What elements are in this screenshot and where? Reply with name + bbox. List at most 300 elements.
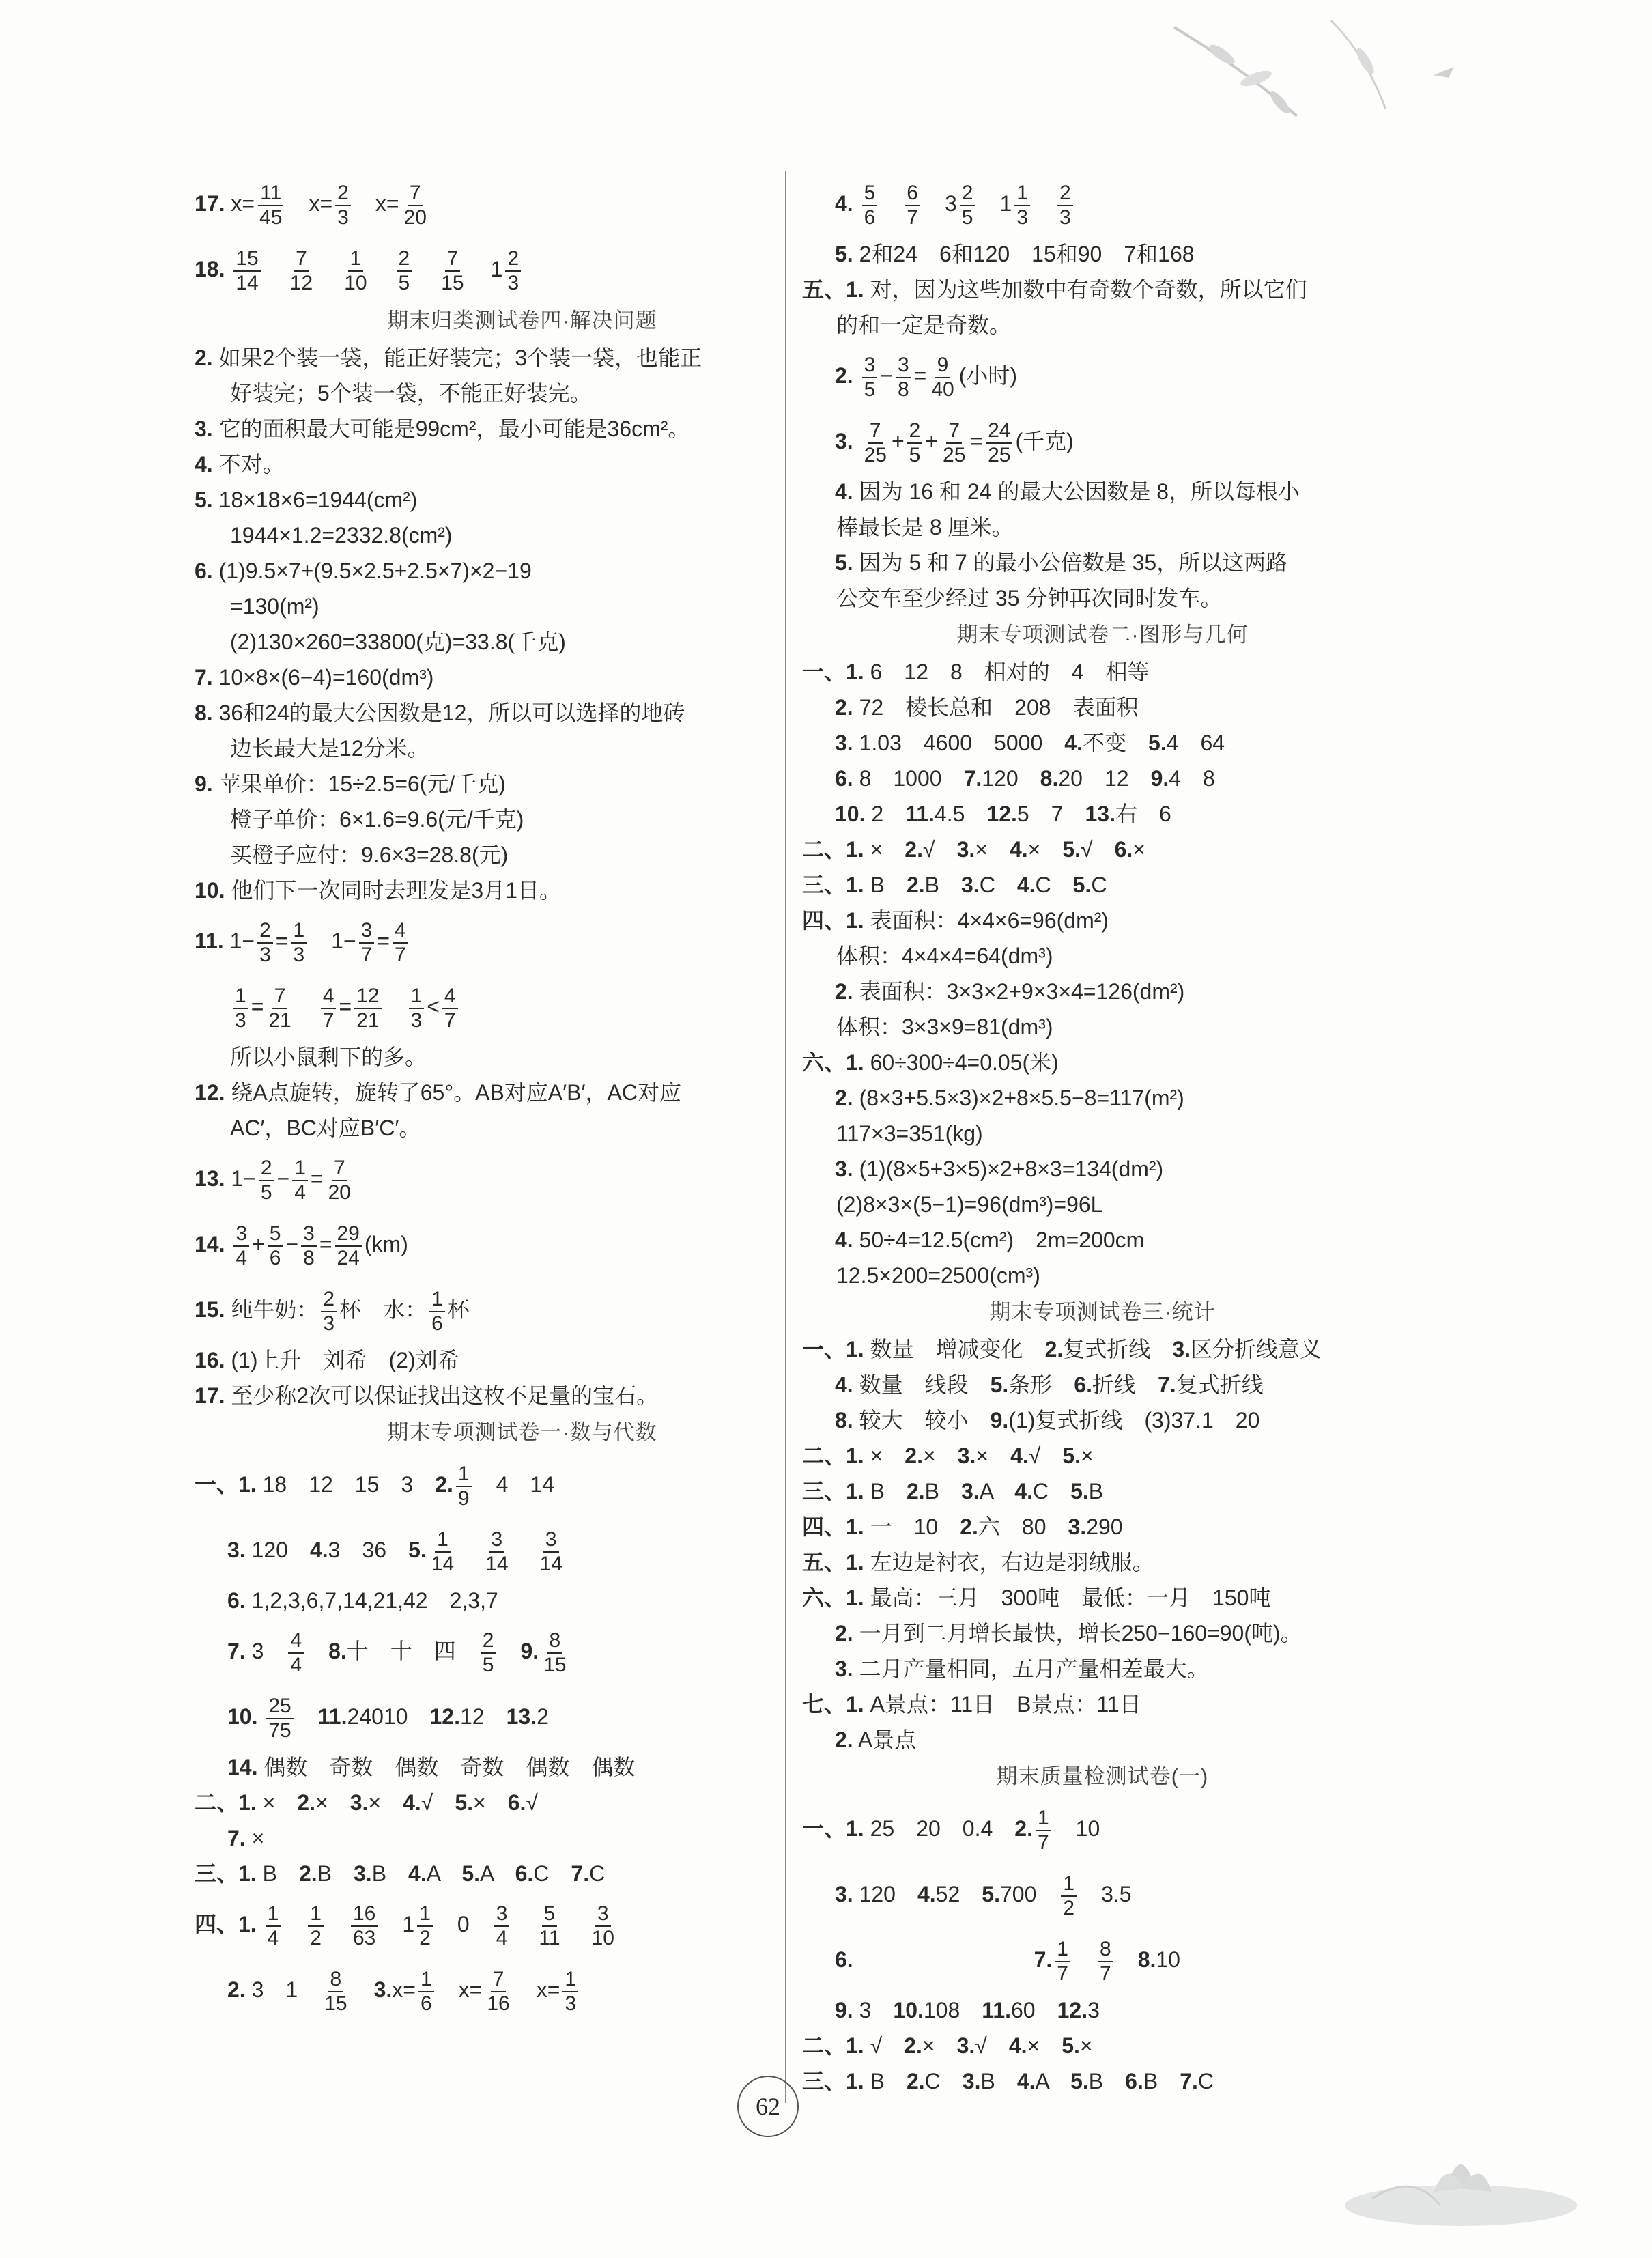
fraction [257, 919, 273, 967]
fraction-denominator: 16 [487, 1992, 510, 2015]
fraction-denominator: 15 [543, 1653, 567, 1676]
fraction [505, 247, 521, 295]
answer-line [802, 1045, 1403, 1080]
fraction-denominator: 15 [441, 271, 464, 294]
fraction [538, 1528, 565, 1576]
answer-text: 36和24的最大公因数是12，所以可以选择的地砖 [218, 701, 685, 725]
fraction [259, 1157, 274, 1204]
question-number: 10. [195, 878, 225, 903]
question-number: 五、1. [802, 1550, 864, 1575]
answer-text: (千克) [1015, 429, 1074, 453]
answer-text: B [1088, 1479, 1104, 1504]
answer-text: = [275, 929, 289, 953]
answer-line [802, 1222, 1403, 1258]
question-number: 9. [990, 1408, 1009, 1433]
fraction [308, 1902, 324, 1950]
answer-text: 折线 [1092, 1372, 1158, 1397]
answer-text: (1)(8×5+3×5)×2+8×3=134(dm²) [859, 1157, 1164, 1181]
fraction [481, 1629, 496, 1677]
answer-text: B [870, 873, 907, 897]
branch-decoration [1160, 14, 1515, 150]
answer-text: + [925, 429, 939, 453]
fraction [907, 419, 923, 467]
answer-text: (1)复式折线 (3)37.1 20 [1008, 1408, 1260, 1433]
fraction-numerator: 1 [418, 1968, 434, 1992]
fraction [494, 1902, 510, 1950]
fraction-numerator: 4 [393, 919, 408, 944]
fraction [257, 182, 284, 229]
question-number: 3. [1172, 1337, 1191, 1361]
answer-text: B [317, 1861, 354, 1886]
answer-line [195, 873, 850, 908]
answer-text: × [315, 1790, 350, 1815]
fraction-numerator: 4 [288, 1629, 304, 1654]
question-number: 2. [906, 873, 925, 897]
answer-text: 3 36 [328, 1538, 409, 1562]
answer-text: x= [514, 1977, 560, 2002]
answer-text: 2和24 6和120 15和90 7和168 [859, 242, 1195, 266]
question-number: 12. [195, 1080, 225, 1105]
question-number: 2. [1044, 1337, 1064, 1361]
question-number: 2. [195, 345, 213, 370]
answer-line [195, 908, 850, 974]
fraction-denominator: 3 [565, 1992, 577, 2015]
answer-text: (8×3+5.5×3)×2+8×5.5−8=117(m²) [859, 1086, 1184, 1110]
answer-line [802, 509, 1403, 545]
answer-text: 52 [935, 1882, 982, 1906]
fraction [960, 182, 975, 229]
fraction-denominator: 7 [1037, 1831, 1049, 1854]
answer-line [802, 1116, 1403, 1151]
fraction-numerator: 3 [862, 354, 878, 378]
answer-text: 3 [859, 1998, 894, 2022]
fraction-numerator: 7 [408, 182, 423, 206]
fraction [409, 985, 425, 1032]
answer-text: B [262, 1861, 299, 1886]
answer-text: = [319, 1232, 332, 1256]
answer-text [307, 1639, 328, 1663]
fraction-denominator: 5 [398, 271, 410, 294]
fraction [266, 1695, 293, 1742]
fraction [1098, 1938, 1113, 1986]
answer-text: (1)9.5×7+(9.5×2.5+2.5×7)×2−19 [218, 559, 532, 583]
answer-text: 偶数 奇数 偶数 奇数 偶数 偶数 [264, 1755, 636, 1779]
fraction-numerator: 9 [935, 354, 951, 378]
answer-line [195, 1856, 850, 1891]
question-number: 4. [309, 1538, 328, 1562]
fraction-numerator: 7 [868, 419, 883, 444]
answer-line [195, 837, 850, 873]
question-number: 3. [835, 731, 853, 755]
answer-text: 橙子单价：6×1.6=9.6(元/千克) [230, 807, 524, 832]
fraction [397, 247, 412, 295]
fraction-numerator: 4 [321, 985, 337, 1009]
answer-text: 右 6 [1115, 802, 1171, 826]
answer-text: (小时) [958, 363, 1018, 388]
fraction-denominator: 3 [293, 943, 305, 966]
answer-line [802, 236, 1403, 272]
fraction [905, 182, 920, 229]
fraction-denominator: 4 [496, 1926, 508, 1949]
answer-line [195, 236, 850, 302]
fraction-denominator: 40 [931, 378, 954, 401]
fraction-denominator: 3 [507, 271, 519, 294]
fraction [1036, 1807, 1051, 1854]
fraction [442, 985, 458, 1032]
answer-line [802, 408, 1403, 474]
fraction-denominator: 10 [344, 271, 367, 294]
question-number: 6. [835, 766, 853, 791]
answer-text: 4 8 [1169, 766, 1215, 791]
fraction-denominator: 7 [360, 943, 373, 966]
fraction-denominator: 7 [907, 206, 918, 229]
answer-line [802, 1651, 1403, 1687]
answer-text: C [1197, 2069, 1214, 2093]
answer-text: x= [353, 191, 399, 216]
fraction-numerator: 2 [397, 247, 412, 272]
answer-text: 体积：4×4×4=64(dm³) [836, 944, 1053, 968]
answer-text: × [870, 1443, 905, 1468]
fraction-numerator: 2 [505, 247, 521, 272]
question-number: 7. [963, 766, 982, 791]
answer-text: 60÷300÷4=0.05(米) [870, 1050, 1059, 1075]
fraction [266, 1902, 281, 1950]
fraction-denominator: 6 [431, 1312, 443, 1335]
answer-line [195, 1517, 850, 1583]
fraction-numerator: 16 [351, 1902, 378, 1927]
answer-text: 因为 16 和 24 的最大公因数是 8，所以每根小 [859, 479, 1300, 504]
fraction-numerator: 3 [543, 1528, 559, 1553]
question-number: 3. [195, 417, 213, 441]
answer-line [802, 690, 1403, 725]
answer-text: 的和一定是奇数。 [836, 313, 1012, 337]
answer-text: C [589, 1861, 606, 1886]
question-number: 五、1. [802, 277, 864, 302]
question-number: 6. [195, 559, 213, 583]
question-number: 4. [917, 1882, 936, 1906]
answer-text: < [427, 994, 440, 1019]
answer-line [195, 1342, 850, 1378]
question-number: 17. [195, 1383, 225, 1408]
answer-text: x= [392, 1977, 416, 2002]
section-heading: 期末归类测试卷四·解决问题 [387, 309, 657, 333]
fraction [986, 419, 1012, 467]
question-number: 6. [1074, 1372, 1092, 1397]
answer-line [195, 1211, 850, 1277]
question-number: 11. [195, 929, 224, 953]
fraction-numerator: 12 [354, 985, 381, 1009]
question-number: 2. [298, 1861, 317, 1886]
fraction-numerator: 7 [946, 419, 962, 444]
answer-text: 6 12 8 相对的 4 相等 [870, 660, 1150, 684]
answer-line [195, 589, 850, 624]
answer-line [802, 171, 1403, 236]
question-number: 9. [195, 772, 213, 796]
answer-line [195, 1039, 850, 1075]
fraction-numerator: 7 [332, 1157, 347, 1181]
answer-text: 1− [231, 1166, 256, 1191]
answer-line [195, 1583, 850, 1618]
question-number: 11. [317, 1704, 347, 1729]
answer-text: (2)8×3×(5−1)=96(dm³)=96L [836, 1192, 1103, 1217]
question-number: 8. [1137, 1947, 1156, 1972]
answer-line [802, 1331, 1403, 1367]
answer-text: − [880, 363, 893, 388]
fraction-denominator: 14 [236, 271, 259, 294]
fraction-denominator: 15 [324, 1992, 347, 2015]
question-number: 5. [461, 1861, 481, 1886]
fraction-numerator: 29 [335, 1222, 362, 1247]
question-number: 4. [1016, 873, 1036, 897]
answer-text: B [1143, 2069, 1180, 2093]
fraction [335, 182, 351, 229]
answer-text: 10 [1053, 1816, 1100, 1841]
fraction-denominator: 5 [482, 1653, 494, 1676]
fraction [590, 1902, 616, 1950]
fraction-denominator: 7 [1099, 1962, 1111, 1985]
answer-line [802, 343, 1403, 408]
fraction-denominator: 5 [260, 1181, 272, 1204]
answer-text: 好装完；5个装一袋，不能正好装完。 [230, 381, 592, 406]
answer-line [195, 447, 850, 482]
fraction-denominator: 2 [419, 1926, 431, 1949]
answer-text: 纯牛奶： [231, 1297, 319, 1322]
answer-text: (km) [364, 1232, 408, 1256]
fraction-denominator: 11 [539, 1926, 560, 1949]
answer-text: 4 64 [1166, 731, 1225, 755]
fraction-denominator: 25 [988, 443, 1011, 466]
question-number: 5. [982, 1882, 1000, 1906]
question-number: 3. [835, 1157, 853, 1181]
fraction [896, 354, 911, 401]
question-number: 11. [905, 802, 935, 826]
answer-text: 十 十 四 [346, 1639, 478, 1663]
question-number: 5. [1070, 2069, 1089, 2093]
fraction-numerator: 25 [266, 1695, 293, 1719]
question-number: 4. [1064, 731, 1083, 755]
answer-line [802, 725, 1403, 761]
question-number: 14. [227, 1755, 258, 1779]
answer-text: B [870, 1479, 907, 1504]
answer-line [195, 482, 850, 518]
flower-decoration [1331, 2103, 1591, 2240]
answer-text: × [922, 1443, 958, 1468]
question-number: 2. [835, 979, 853, 1004]
answer-text: 18×18×6=1944(cm²) [218, 488, 418, 512]
question-number: 4. [1014, 1479, 1033, 1504]
answer-text: 不变 [1082, 731, 1148, 755]
fraction-denominator: 20 [403, 206, 427, 229]
fraction-numerator: 1 [456, 1463, 472, 1487]
fraction-denominator: 3 [1059, 206, 1071, 229]
answer-text [498, 1639, 520, 1663]
answer-line [802, 1258, 1403, 1293]
question-number: 8. [195, 701, 213, 725]
question-number: 6. [515, 1861, 534, 1886]
fraction-denominator: 3 [1016, 206, 1028, 229]
answer-text [372, 257, 394, 281]
answer-text: 25 20 0.4 [870, 1816, 1015, 1841]
answer-text: C [1035, 873, 1073, 897]
question-number: 5. [1062, 2033, 1080, 2058]
answer-line [802, 1151, 1403, 1187]
question-number: 2. [227, 1977, 246, 2002]
fraction [233, 985, 248, 1032]
question-number: 二、1. [802, 837, 864, 862]
section-heading: 期末质量检测试卷(一) [996, 1764, 1209, 1788]
question-number: 2. [904, 2033, 922, 2058]
answer-text: = [339, 994, 352, 1019]
answer-text [264, 257, 285, 281]
question-number: 2. [906, 1479, 925, 1504]
question-number: 六、1. [802, 1050, 864, 1075]
answer-text: 3 [251, 1639, 286, 1663]
answer-text [384, 994, 406, 1019]
question-number: 13. [506, 1704, 537, 1729]
answer-text: C [1032, 1479, 1071, 1504]
question-number: 8. [328, 1639, 347, 1663]
answer-text: 一 10 [870, 1514, 960, 1539]
answer-line [195, 802, 850, 837]
answer-line [195, 411, 850, 447]
question-number: 一、1. [802, 1337, 864, 1361]
page-number: 62 [737, 2076, 799, 2137]
fraction-numerator: 7 [294, 247, 309, 272]
question-number: 2. [835, 1727, 853, 1752]
fraction-numerator: 1 [417, 1902, 433, 1927]
question-number: 2. [835, 695, 853, 720]
answer-text [880, 191, 902, 216]
answer-line [802, 1687, 1403, 1722]
question-number: 12. [429, 1704, 460, 1729]
question-number: 6. [1125, 2069, 1143, 2093]
question-number: 四、1. [802, 1514, 864, 1539]
answer-line [195, 1075, 850, 1110]
question-number: 3. [961, 873, 980, 897]
fraction [483, 1528, 510, 1576]
question-number: 4. [1008, 2033, 1027, 2058]
question-number: 11. [982, 1998, 1011, 2022]
question-number: 7. [1034, 1947, 1053, 1972]
answer-text: 较大 较小 [859, 1408, 991, 1433]
answer-line [802, 1796, 1403, 1861]
fraction-numerator: 1 [409, 985, 425, 1009]
answer-text: × [975, 1443, 1011, 1468]
answer-line [802, 832, 1403, 867]
fraction [941, 419, 967, 467]
answer-text: 120 [982, 766, 1040, 791]
question-number: 8. [1040, 766, 1059, 791]
question-number: 4. [403, 1790, 421, 1815]
fraction [862, 419, 889, 467]
answer-line [802, 2028, 1403, 2063]
answer-text: 120 [859, 1882, 917, 1906]
answer-text: 它的面积最大可能是99cm²，最小可能是36cm²。 [218, 417, 690, 441]
question-number: 二、1. [802, 2033, 864, 2058]
answer-line [802, 1187, 1403, 1222]
answer-text: 表面积：4×4×6=96(dm²) [870, 908, 1109, 933]
answer-text: 他们下一次同时去理发是3月1日。 [231, 878, 561, 903]
fraction [1055, 1938, 1070, 1986]
question-number: 5. [835, 550, 853, 575]
left-column [195, 171, 850, 2022]
fraction [321, 1288, 337, 1336]
fraction-numerator: 5 [268, 1222, 283, 1247]
fraction [537, 1902, 562, 1950]
answer-text [1033, 191, 1055, 216]
fraction-denominator: 7 [322, 1008, 334, 1032]
fraction [288, 247, 315, 295]
answer-text: √ [975, 2033, 1009, 2058]
fraction [402, 182, 429, 229]
section-heading: 期末专项测试卷一·数与代数 [387, 1420, 657, 1444]
question-number: 14. [195, 1232, 225, 1256]
answer-line [195, 660, 850, 695]
question-number: 5. [1072, 873, 1092, 897]
answer-text: √ [870, 2033, 905, 2058]
question-number: 2. [905, 837, 923, 862]
answer-text: 体积：3×3×9=81(dm³) [836, 1015, 1053, 1039]
fraction [429, 1528, 456, 1576]
question-number: 7. [227, 1639, 246, 1663]
fraction-denominator: 63 [353, 1926, 376, 1949]
answer-line [802, 1861, 1403, 1927]
answer-text: (1)上升 刘希 (2)刘希 [231, 1348, 459, 1372]
question-number: 10. [893, 1998, 924, 2022]
question-number: 2. [960, 1514, 978, 1539]
answer-text: 3 1 [251, 1977, 320, 2002]
question-number: 6. [227, 1588, 246, 1613]
question-number: 7. [1180, 2069, 1198, 2093]
answer-text: 1,2,3,6,7,14,21,42 2,3,7 [251, 1588, 498, 1613]
question-number: 2. [835, 1621, 853, 1646]
answer-text: + [891, 429, 905, 453]
fraction-denominator: 14 [431, 1552, 455, 1575]
fraction-denominator: 9 [457, 1486, 470, 1510]
answer-line [195, 1277, 850, 1342]
answer-text [296, 1704, 318, 1729]
question-number: 4. [835, 191, 853, 216]
question-number: 一、1. [195, 1472, 257, 1497]
fraction-numerator: 8 [1098, 1938, 1113, 1962]
question-number: 一、1. [802, 1816, 864, 1841]
answer-text: 杯 水： [339, 1297, 427, 1322]
answer-text: 2 [871, 802, 906, 826]
question-number: 12. [1057, 1998, 1088, 2022]
question-number: 4. [408, 1861, 427, 1886]
question-number: 2. [1014, 1816, 1033, 1841]
answer-text: 0 [435, 1912, 492, 1936]
answer-text: × [473, 1790, 508, 1815]
answer-text: x= [436, 1977, 483, 2002]
answer-text: 4 14 [474, 1472, 554, 1497]
fraction-denominator: 6 [420, 1992, 432, 2015]
answer-text: 1.03 4600 5000 [859, 731, 1065, 755]
fraction-numerator: 7 [445, 247, 461, 272]
question-number: 3. [1068, 1514, 1087, 1539]
answer-text: 4.5 [934, 802, 987, 826]
question-number: 2. [435, 1472, 453, 1497]
answer-line [195, 1891, 850, 1957]
fraction [359, 919, 375, 967]
fraction-numerator: 1 [1055, 1938, 1070, 1962]
fraction-numerator: 3 [233, 1222, 249, 1247]
fraction-denominator: 75 [268, 1719, 291, 1742]
answer-line [195, 766, 850, 802]
answer-text: 2 [537, 1704, 549, 1729]
answer-line [802, 1615, 1403, 1651]
answer-text: 棒最长是 8 厘米。 [836, 515, 1014, 539]
